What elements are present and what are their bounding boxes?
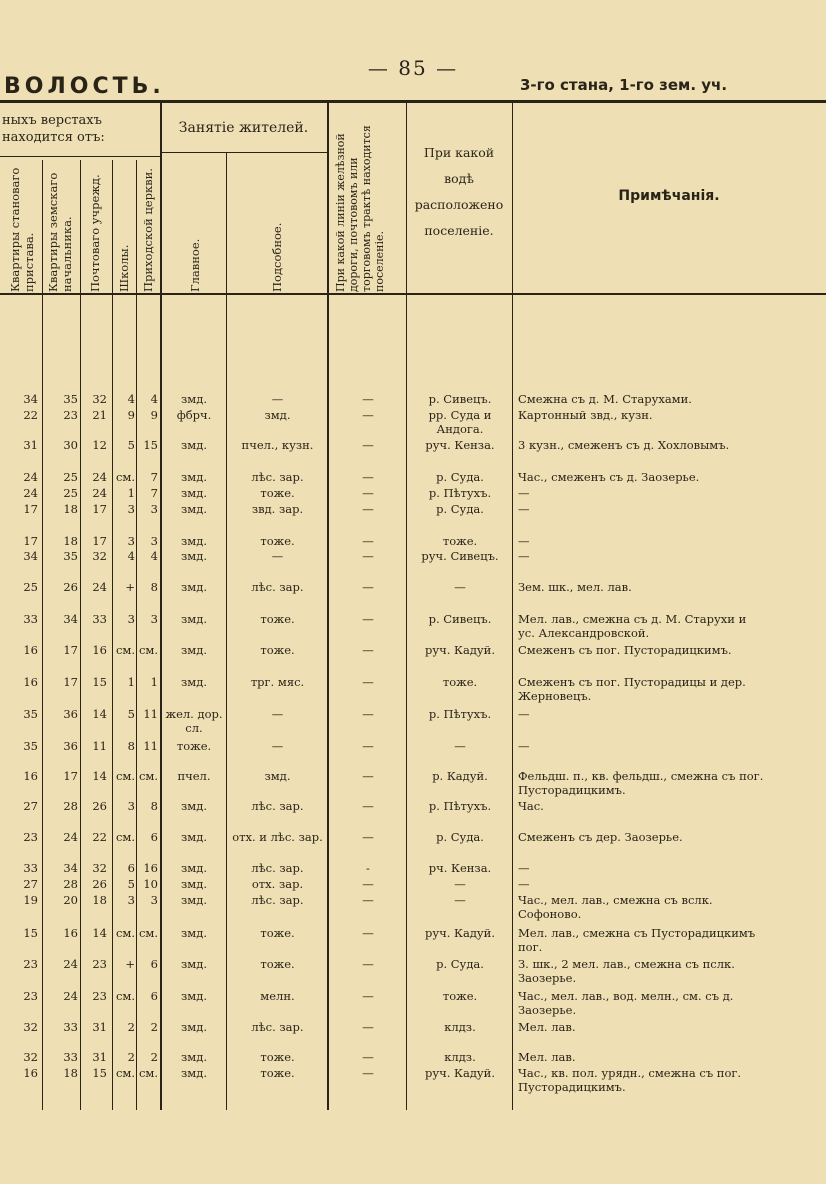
cell-rail: — xyxy=(362,957,374,971)
cell-e: 7 xyxy=(150,470,158,484)
cell-water: тоже. xyxy=(442,989,478,1003)
cell-aux: отх. зар. xyxy=(251,877,304,891)
table-row xyxy=(0,502,826,522)
cell-b: 23 xyxy=(63,408,78,422)
cell-d: 9 xyxy=(127,408,135,422)
cell-b: 16 xyxy=(63,926,78,940)
cell-note: — xyxy=(518,707,530,721)
cell-b: 20 xyxy=(63,893,78,907)
cell-rail: — xyxy=(362,612,374,626)
cell-d: 5 xyxy=(127,438,135,452)
table-row xyxy=(0,799,826,819)
top-rule xyxy=(0,100,826,103)
cell-b: 18 xyxy=(63,502,78,516)
cell-water: — xyxy=(454,580,466,594)
table-row xyxy=(0,675,826,703)
cell-rail: — xyxy=(362,830,374,844)
cell-d: см. xyxy=(115,926,135,940)
cell-d: см. xyxy=(115,643,135,657)
table-row xyxy=(0,580,826,600)
table-row xyxy=(0,739,826,759)
cell-main: змд. xyxy=(181,830,207,844)
cell-b: 35 xyxy=(63,392,78,406)
occupation-group-rule xyxy=(160,152,328,153)
header-railway: При какой линіи желѣзной дороги, почтовомъ или торговомъ трактѣ находится поселеніе. xyxy=(334,125,386,292)
cell-note: — xyxy=(518,486,530,500)
cell-aux: лѣс. зар. xyxy=(251,580,304,594)
cell-note: — xyxy=(518,534,530,548)
cell-b: 24 xyxy=(63,830,78,844)
cell-e: 1 xyxy=(150,675,158,689)
cell-d: + xyxy=(125,957,135,971)
cell-c: 12 xyxy=(92,438,107,452)
cell-a: 32 xyxy=(23,1020,38,1034)
cell-a: 34 xyxy=(23,392,38,406)
cell-e: см. xyxy=(138,643,158,657)
cell-c: 17 xyxy=(92,502,107,516)
cell-aux: лѣс. зар. xyxy=(251,893,304,907)
cell-rail: — xyxy=(362,739,374,753)
cell-e: 8 xyxy=(150,799,158,813)
header-zemsky: Квартиры земскаго начальника. xyxy=(46,172,74,292)
cell-c: 15 xyxy=(92,1066,107,1080)
cell-aux: тоже. xyxy=(260,486,295,500)
cell-main: змд. xyxy=(181,580,207,594)
cell-a: 32 xyxy=(23,1050,38,1064)
cell-water: р. Пѣтухъ. xyxy=(428,707,492,721)
cell-d: 1 xyxy=(127,486,135,500)
cell-e: 8 xyxy=(150,580,158,594)
cell-water: тоже. xyxy=(442,534,478,548)
cell-rail: — xyxy=(362,438,374,452)
cell-e: 3 xyxy=(150,534,158,548)
cell-c: 23 xyxy=(92,989,107,1003)
cell-a: 23 xyxy=(23,830,38,844)
header-school: Школы. xyxy=(117,244,131,292)
cell-c: 24 xyxy=(92,580,107,594)
cell-c: 26 xyxy=(92,799,107,813)
cell-e: 2 xyxy=(150,1020,158,1034)
cell-d: + xyxy=(125,580,135,594)
cell-main: змд. xyxy=(181,877,207,891)
cell-water: руч. Кадуй. xyxy=(425,643,495,657)
cell-note: Мел. лав. xyxy=(518,1050,576,1064)
cell-c: 24 xyxy=(92,470,107,484)
cell-note: Зем. шк., мел. лав. xyxy=(518,580,632,594)
cell-aux: звд. зар. xyxy=(251,502,304,516)
cell-main: змд. xyxy=(181,957,207,971)
table-row xyxy=(0,438,826,458)
cell-a: 34 xyxy=(23,549,38,563)
cell-b: 35 xyxy=(63,549,78,563)
cell-rail: — xyxy=(362,893,374,907)
cell-rail: — xyxy=(362,534,374,548)
cell-a: 27 xyxy=(23,877,38,891)
cell-a: 16 xyxy=(23,643,38,657)
cell-d: 3 xyxy=(127,799,135,813)
cell-c: 24 xyxy=(92,486,107,500)
cell-e: см. xyxy=(138,769,158,783)
cell-aux: тоже. xyxy=(260,926,295,940)
cell-note: Час. xyxy=(518,799,544,813)
cell-note: — xyxy=(518,877,530,891)
cell-note: — xyxy=(518,549,530,563)
cell-e: 16 xyxy=(143,861,158,875)
cell-water: р. Суда. xyxy=(436,957,484,971)
cell-note: Смеженъ съ пог. Пусторадицкимъ. xyxy=(518,643,732,657)
header-post: Почтоваго учрежд. xyxy=(88,174,102,292)
cell-b: 36 xyxy=(63,739,78,753)
occupation-group-header: Занятіе жителей. xyxy=(178,120,309,136)
cell-water: р. Суда. xyxy=(436,830,484,844)
cell-a: 24 xyxy=(23,486,38,500)
cell-note: 3 кузн., смеженъ съ д. Хохловымъ. xyxy=(518,438,730,452)
cell-water: рч. Кенза. xyxy=(428,861,492,875)
cell-aux: лѣс. зар. xyxy=(251,861,304,875)
cell-aux: тоже. xyxy=(260,643,295,657)
cell-note: — xyxy=(518,861,530,875)
cell-main: змд. xyxy=(181,392,207,406)
cell-aux: тоже. xyxy=(260,1050,295,1064)
cell-aux: тоже. xyxy=(260,957,295,971)
cell-b: 26 xyxy=(63,580,78,594)
cell-water: руч. Кадуй. xyxy=(425,1066,495,1080)
cell-main: змд. xyxy=(181,486,207,500)
cell-aux: — xyxy=(271,392,284,406)
table-row xyxy=(0,893,826,921)
header-stanovoy: Квартиры становаго пристава. xyxy=(8,167,36,292)
cell-water: р. Суда. xyxy=(436,502,484,516)
cell-a: 19 xyxy=(23,893,38,907)
cell-e: 9 xyxy=(150,408,158,422)
cell-b: 24 xyxy=(63,957,78,971)
cell-water: руч. Сивецъ. xyxy=(421,549,499,563)
header-water: При какой водѣ расположено поселеніе. xyxy=(414,145,504,238)
cell-main: жел. дор. сл. xyxy=(165,707,223,735)
cell-main: змд. xyxy=(181,893,207,907)
cell-main: тоже. xyxy=(176,739,212,753)
cell-d: см. xyxy=(115,989,135,1003)
cell-rail: — xyxy=(362,1050,374,1064)
cell-c: 14 xyxy=(92,707,107,721)
cell-aux: — xyxy=(271,707,284,721)
cell-a: 35 xyxy=(23,739,38,753)
cell-water: р. Кадуй. xyxy=(432,769,488,783)
cell-c: 17 xyxy=(92,534,107,548)
cell-a: 33 xyxy=(23,861,38,875)
cell-d: 5 xyxy=(127,707,135,721)
cell-aux: пчел., кузн. xyxy=(241,438,314,452)
cell-b: 17 xyxy=(63,769,78,783)
table-row xyxy=(0,926,826,954)
cell-b: 33 xyxy=(63,1020,78,1034)
cell-note: Час., кв. пол. урядн., смежна съ пог. Пусторадицкимъ. xyxy=(518,1066,742,1094)
cell-aux: лѣс. зар. xyxy=(251,470,304,484)
cell-main: змд. xyxy=(181,549,207,563)
cell-rail: — xyxy=(362,877,374,891)
cell-d: 5 xyxy=(127,877,135,891)
cell-b: 18 xyxy=(63,534,78,548)
table-row xyxy=(0,643,826,663)
cell-main: змд. xyxy=(181,1050,207,1064)
cell-e: 7 xyxy=(150,486,158,500)
cell-rail: — xyxy=(362,769,374,783)
cell-main: змд. xyxy=(181,861,207,875)
cell-c: 14 xyxy=(92,769,107,783)
cell-aux: тоже. xyxy=(260,1066,295,1080)
header-main: Главное. xyxy=(188,238,202,292)
cell-c: 15 xyxy=(92,675,107,689)
cell-d: 4 xyxy=(127,392,135,406)
cell-e: 2 xyxy=(150,1050,158,1064)
cell-water: — xyxy=(454,877,466,891)
table-row xyxy=(0,769,826,797)
cell-water: тоже. xyxy=(442,675,478,689)
table-row xyxy=(0,1020,826,1040)
cell-c: 31 xyxy=(92,1020,107,1034)
cell-e: 3 xyxy=(150,502,158,516)
cell-rail: — xyxy=(362,408,374,422)
cell-water: р. Пѣтухъ. xyxy=(428,799,492,813)
cell-b: 25 xyxy=(63,486,78,500)
cell-water: р. Сивецъ. xyxy=(428,392,492,406)
cell-a: 16 xyxy=(23,675,38,689)
cell-a: 24 xyxy=(23,470,38,484)
cell-note: Час., мел. лав., смежна съ вслк. Софоново. xyxy=(518,893,713,921)
cell-b: 36 xyxy=(63,707,78,721)
cell-a: 23 xyxy=(23,957,38,971)
cell-note: Час., смеженъ съ д. Заозерье. xyxy=(518,470,700,484)
cell-c: 21 xyxy=(92,408,107,422)
cell-aux: тоже. xyxy=(260,534,295,548)
cell-c: 26 xyxy=(92,877,107,891)
cell-c: 11 xyxy=(92,739,107,753)
cell-b: 18 xyxy=(63,1066,78,1080)
cell-e: 11 xyxy=(143,707,158,721)
cell-d: 3 xyxy=(127,502,135,516)
cell-rail: — xyxy=(362,989,374,1003)
cell-main: змд. xyxy=(181,534,207,548)
cell-main: змд. xyxy=(181,989,207,1003)
cell-a: 35 xyxy=(23,707,38,721)
cell-rail: — xyxy=(362,502,374,516)
cell-note: Картонный звд., кузн. xyxy=(518,408,653,422)
cell-d: 3 xyxy=(127,893,135,907)
stan-heading: 3-го стана, 1-го зем. уч. xyxy=(520,76,728,94)
cell-c: 18 xyxy=(92,893,107,907)
cell-water: клдз. xyxy=(444,1020,476,1034)
cell-note: Смежна съ д. М. Старухами. xyxy=(518,392,692,406)
cell-aux: — xyxy=(271,739,284,753)
table-row xyxy=(0,408,826,436)
cell-c: 22 xyxy=(92,830,107,844)
cell-aux: змд. xyxy=(264,769,291,783)
cell-a: 16 xyxy=(23,769,38,783)
cell-a: 23 xyxy=(23,989,38,1003)
cell-water: — xyxy=(454,739,466,753)
cell-e: 11 xyxy=(143,739,158,753)
cell-aux: отх. и лѣс. зар. xyxy=(232,830,323,844)
cell-rail: — xyxy=(362,707,374,721)
volost-heading: ВОЛОСТЬ. xyxy=(4,74,165,99)
cell-b: 17 xyxy=(63,675,78,689)
cell-water: клдз. xyxy=(444,1050,476,1064)
header-church: Приходской церкви. xyxy=(141,168,155,292)
cell-water: — xyxy=(454,893,466,907)
table-row xyxy=(0,830,826,850)
cell-c: 23 xyxy=(92,957,107,971)
cell-rail: — xyxy=(362,580,374,594)
cell-water: руч. Кадуй. xyxy=(425,926,495,940)
cell-b: 33 xyxy=(63,1050,78,1064)
cell-note: Мел. лав., смежна съ Пусторадицкимъ пог. xyxy=(518,926,756,954)
table-row xyxy=(0,707,826,735)
table-row xyxy=(0,957,826,985)
cell-d: см. xyxy=(115,830,135,844)
cell-c: 33 xyxy=(92,612,107,626)
cell-main: фбрч. xyxy=(176,408,212,422)
cell-b: 34 xyxy=(63,612,78,626)
cell-rail: - xyxy=(366,861,370,875)
cell-note: Мел. лав., смежна съ д. М. Старухи и ус. Александровской. xyxy=(518,612,747,640)
cell-rail: — xyxy=(362,1066,374,1080)
cell-aux: тоже. xyxy=(260,612,295,626)
cell-e: 6 xyxy=(150,957,158,971)
cell-c: 32 xyxy=(92,861,107,875)
cell-d: см. xyxy=(115,1066,135,1080)
cell-rail: — xyxy=(362,643,374,657)
cell-b: 28 xyxy=(63,799,78,813)
cell-e: 3 xyxy=(150,893,158,907)
cell-aux: мелн. xyxy=(260,989,295,1003)
cell-b: 25 xyxy=(63,470,78,484)
cell-d: 3 xyxy=(127,612,135,626)
cell-e: 4 xyxy=(150,549,158,563)
cell-water: руч. Кенза. xyxy=(425,438,495,452)
cell-water: р. Сивецъ. xyxy=(428,612,492,626)
distance-group-rule xyxy=(0,156,160,157)
cell-main: змд. xyxy=(181,1066,207,1080)
cell-a: 31 xyxy=(23,438,38,452)
cell-d: 1 xyxy=(127,675,135,689)
cell-note: Мел. лав. xyxy=(518,1020,576,1034)
cell-note: Фельдш. п., кв. фельдш., смежна съ пог. Пусторадицкимъ. xyxy=(518,769,764,797)
cell-a: 33 xyxy=(23,612,38,626)
cell-a: 17 xyxy=(23,502,38,516)
page-number: — 85 — xyxy=(367,56,459,80)
cell-main: змд. xyxy=(181,1020,207,1034)
cell-main: змд. xyxy=(181,502,207,516)
header-aux: Подсобное. xyxy=(270,222,284,292)
cell-d: 2 xyxy=(127,1050,135,1064)
cell-c: 31 xyxy=(92,1050,107,1064)
cell-e: 4 xyxy=(150,392,158,406)
header-bottom-rule xyxy=(0,293,826,295)
cell-water: р. Суда. xyxy=(436,470,484,484)
cell-e: 6 xyxy=(150,989,158,1003)
cell-aux: — xyxy=(271,549,284,563)
cell-main: змд. xyxy=(181,675,207,689)
distance-group-header: ныхъ верстахъ находится отъ: xyxy=(2,113,105,145)
cell-rail: — xyxy=(362,392,374,406)
cell-d: 6 xyxy=(127,861,135,875)
cell-note: Час., мел. лав., вод. мелн., см. съ д. Заозерье. xyxy=(518,989,734,1017)
cell-rail: — xyxy=(362,675,374,689)
cell-b: 17 xyxy=(63,643,78,657)
cell-a: 17 xyxy=(23,534,38,548)
table-row xyxy=(0,612,826,640)
cell-e: см. xyxy=(138,1066,158,1080)
cell-note: З. шк., 2 мел. лав., смежна съ пслк. Заозерье. xyxy=(518,957,735,985)
cell-main: змд. xyxy=(181,926,207,940)
cell-e: 3 xyxy=(150,612,158,626)
cell-main: змд. xyxy=(181,799,207,813)
cell-main: змд. xyxy=(181,612,207,626)
table-row xyxy=(0,1066,826,1094)
cell-a: 22 xyxy=(23,408,38,422)
cell-d: 3 xyxy=(127,534,135,548)
cell-water: р. Пѣтухъ. xyxy=(428,486,492,500)
cell-note: Смеженъ съ дер. Заозерье. xyxy=(518,830,683,844)
cell-aux: лѣс. зар. xyxy=(251,1020,304,1034)
cell-e: 10 xyxy=(143,877,158,891)
cell-d: 8 xyxy=(127,739,135,753)
cell-rail: — xyxy=(362,470,374,484)
table-row xyxy=(0,549,826,569)
cell-d: см. xyxy=(115,769,135,783)
cell-rail: — xyxy=(362,1020,374,1034)
cell-b: 34 xyxy=(63,861,78,875)
cell-b: 30 xyxy=(63,438,78,452)
cell-e: 15 xyxy=(143,438,158,452)
cell-c: 14 xyxy=(92,926,107,940)
cell-water: рр. Суда и Андога. xyxy=(428,408,492,436)
cell-a: 16 xyxy=(23,1066,38,1080)
cell-note: Смеженъ съ пог. Пусторадицы и дер. Жерновецъ. xyxy=(518,675,746,703)
cell-main: змд. xyxy=(181,470,207,484)
cell-a: 25 xyxy=(23,580,38,594)
cell-e: 6 xyxy=(150,830,158,844)
cell-a: 15 xyxy=(23,926,38,940)
cell-d: 4 xyxy=(127,549,135,563)
cell-aux: лѣс. зар. xyxy=(251,799,304,813)
cell-main: змд. xyxy=(181,643,207,657)
cell-note: — xyxy=(518,502,530,516)
cell-c: 32 xyxy=(92,392,107,406)
cell-b: 24 xyxy=(63,989,78,1003)
cell-a: 27 xyxy=(23,799,38,813)
cell-note: — xyxy=(518,739,530,753)
cell-c: 16 xyxy=(92,643,107,657)
cell-d: см. xyxy=(115,470,135,484)
cell-rail: — xyxy=(362,926,374,940)
cell-d: 2 xyxy=(127,1020,135,1034)
cell-rail: — xyxy=(362,799,374,813)
cell-b: 28 xyxy=(63,877,78,891)
cell-rail: — xyxy=(362,486,374,500)
header-notes: Примѣчанія. xyxy=(618,188,720,204)
cell-main: пчел. xyxy=(177,769,211,783)
cell-rail: — xyxy=(362,549,374,563)
table-row xyxy=(0,989,826,1017)
cell-aux: трг. мяс. xyxy=(250,675,305,689)
cell-e: см. xyxy=(138,926,158,940)
cell-aux: змд. xyxy=(264,408,291,422)
cell-c: 32 xyxy=(92,549,107,563)
cell-main: змд. xyxy=(181,438,207,452)
